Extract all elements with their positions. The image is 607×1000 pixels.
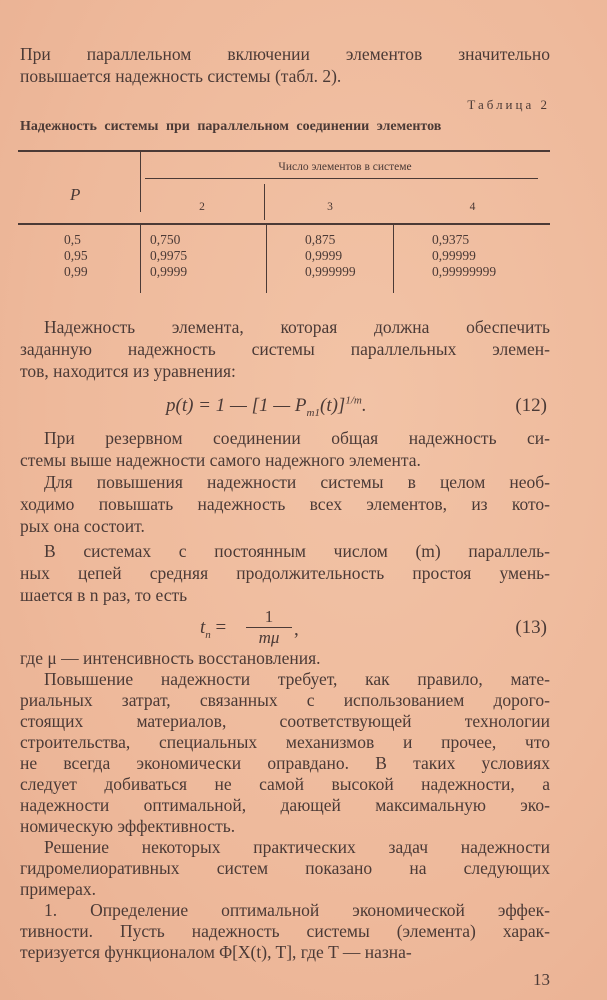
table-title: Надежность системы при параллельном соединении элементов xyxy=(20,119,442,134)
text-line: повышается надежность системы (табл. 2). xyxy=(20,66,342,86)
table-cell: 0,999999 xyxy=(305,264,356,279)
col-header: 2 xyxy=(199,201,205,213)
eq13-equals: = xyxy=(215,617,227,638)
table-divider xyxy=(393,225,394,293)
table-cell: 0,9375 xyxy=(432,232,470,247)
subheader-rule xyxy=(145,178,538,179)
text-line: Надежность элемента, которая должна обеспечить xyxy=(44,317,550,337)
text-line: строительства, специальных механизмов и прочее, что xyxy=(20,732,550,752)
text-line: ных цепей средняя продолжительность простоя умень- xyxy=(20,563,550,583)
eq12-exp: 1/m xyxy=(345,394,362,407)
eq12-main: p(t) = 1 — [1 — P xyxy=(166,395,307,416)
eq13-denominator: mμ xyxy=(258,628,280,647)
text-line: Повышение надежности требует, как правило, мате- xyxy=(44,669,550,689)
table-cell: 0,99999999 xyxy=(432,264,497,279)
table-cell: 0,99999 xyxy=(432,248,476,263)
col-header-p: P xyxy=(70,185,81,204)
table-cell: 0,875 xyxy=(305,232,336,247)
text-line: 1. Определение оптимальной экономической эффек- xyxy=(44,900,550,920)
text-line: гидромелиоративных систем показано на следующих xyxy=(20,858,550,878)
text-line: В системах с постоянным числом (m) параллель- xyxy=(44,541,550,561)
text-line: риальных затрат, связанных с использованием дорого- xyxy=(20,690,550,710)
table-divider xyxy=(266,225,267,293)
text-line: тивности. Пусть надежность системы (элемента) харак- xyxy=(20,921,550,941)
group-header: Число элементов в системе xyxy=(278,161,412,173)
text-line: При резервном соединении общая надежность си- xyxy=(44,428,550,448)
table-number: Таблица 2 xyxy=(467,97,550,112)
table-cell: 0,750 xyxy=(150,232,181,247)
text-line: номическую эффективность. xyxy=(20,816,236,836)
text-line: тов, находится из уравнения: xyxy=(20,361,236,381)
equation-12 xyxy=(166,395,367,417)
table-cell: 0,9999 xyxy=(150,264,188,279)
text-line: шается в n раз, то есть xyxy=(20,585,188,605)
page-number: 13 xyxy=(533,970,550,989)
eq12-end: . xyxy=(361,395,367,416)
text-line: Для повышения надежности системы в целом необ- xyxy=(44,472,550,492)
text-line: ходимо повышать надежность всех элементов, из кото- xyxy=(20,494,550,514)
text-line: следует добиваться не самой высокой надежности, а xyxy=(20,774,550,794)
text-line: где μ — интенсивность восстановления. xyxy=(20,648,321,668)
col-header: 3 xyxy=(327,201,333,213)
text-line: заданную надежность системы параллельных элемен- xyxy=(20,339,550,359)
eq12-rest: (t)] xyxy=(320,395,346,416)
equation-number-12: (12) xyxy=(515,395,547,416)
text-line: Решение некоторых практических задач надежности xyxy=(44,837,550,857)
eq13-end: , xyxy=(294,619,299,640)
table-cell-p: 0,5 xyxy=(64,232,81,247)
col-header: 4 xyxy=(469,201,476,213)
table-top-rule xyxy=(18,150,550,152)
eq12-sub: m1 xyxy=(306,406,320,419)
table-divider xyxy=(140,225,141,293)
text-line: теризуется функционалом Φ[X(t), T], где T — назна- xyxy=(20,942,412,962)
text-line: При параллельном включении элементов значительно xyxy=(20,44,550,64)
table-cell: 0,9975 xyxy=(150,248,188,263)
eq13-lhs-sub: n xyxy=(205,628,211,641)
text-line: рых она состоит. xyxy=(20,516,145,536)
table-cell-p: 0,99 xyxy=(64,264,88,279)
text-line: надежности оптимальной, дающей максимальную эко- xyxy=(20,795,550,815)
eq13-lhs: t xyxy=(200,617,206,638)
equation-number-13: (13) xyxy=(515,617,547,638)
text-line: стоящих материалов, соответствующей технологии xyxy=(20,711,550,731)
eq13-numerator: 1 xyxy=(264,607,274,626)
text-line: стемы выше надежности самого надежного элемента. xyxy=(20,450,421,470)
text-line: примерах. xyxy=(20,879,96,899)
header-bottom-rule xyxy=(18,223,550,225)
table-cell: 0,9999 xyxy=(305,248,343,263)
table-cell-p: 0,95 xyxy=(64,248,88,263)
text-line: не всегда экономически оправдано. В таких условиях xyxy=(20,753,550,773)
